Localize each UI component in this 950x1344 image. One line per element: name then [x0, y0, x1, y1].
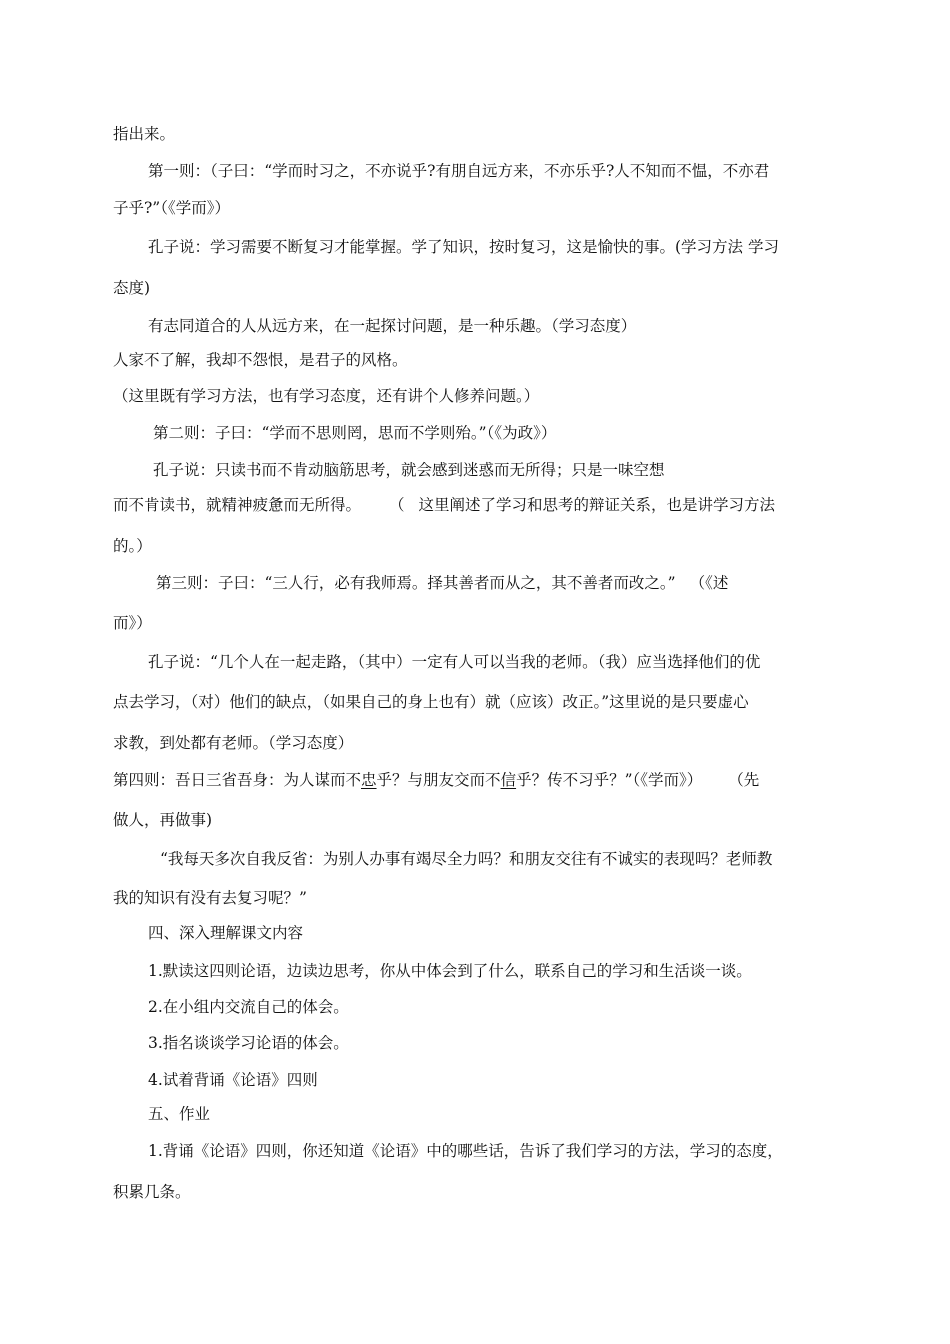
text-line: 态度) — [113, 279, 151, 297]
text-segment: 这里阐述了学习和思考的辩证关系，也是讲学习方法 — [418, 496, 776, 514]
text-line: 孔子说：“几个人在一起走路，（其中）一定有人可以当我的老师。（我）应当选择他们的优 — [148, 653, 761, 671]
text-line: 指出来。 — [113, 125, 176, 143]
text-line — [113, 495, 775, 515]
text-segment: 乎？与朋友交而不 — [376, 771, 501, 789]
text-line: 孔子说：只读书而不肯动脑筋思考，就会感到迷惑而无所得；只是一味空想 — [153, 461, 665, 479]
text-line: 求教，到处都有老师。（学习态度） — [113, 734, 354, 752]
text-line: （这里既有学习方法，也有学习态度，还有讲个人修养问题。） — [113, 387, 540, 405]
text-line: 点去学习，（对）他们的缺点，（如果自己的身上也有）就（应该）改正。”这里说的是只要虚心 — [113, 693, 749, 711]
list-item: 2.在小组内交流自己的体会。 — [148, 998, 349, 1016]
text-line — [113, 770, 759, 790]
text-segment: 乎？传不习乎？”（《学而》） — [516, 771, 703, 789]
text-line: 第二则：子曰：“学而不思则罔，思而不学则殆。”（《为政》） — [153, 424, 557, 442]
section-heading: 五、作业 — [148, 1105, 211, 1123]
underlined-word: 忠 — [361, 771, 377, 789]
text-segment: （《述 — [689, 574, 729, 592]
text-line: 我的知识有没有去复习呢？” — [113, 889, 307, 907]
text-line: “我每天多次自我反省：为别人办事有竭尽全力吗？和朋友交往有不诚实的表现吗？老师教 — [160, 850, 773, 868]
text-line: 积累几条。 — [113, 1183, 191, 1201]
text-line: 人家不了解，我却不怨恨，是君子的风格。 — [113, 351, 408, 369]
text-segment: 第三则：子曰：“三人行，必有我师焉。择其善者而从之，其不善者而改之。” — [156, 574, 676, 592]
text-line: 做人，再做事) — [113, 811, 213, 829]
text-line: 第一则：（子曰：“学而时习之，不亦说乎?有朋自远方来，不亦乐乎?人不知而不愠，不亦君 — [148, 162, 770, 180]
text-segment: 第四则：吾日三省吾身：为人谋而不 — [113, 771, 362, 789]
list-item: 4.试着背诵《论语》四则 — [148, 1071, 318, 1089]
text-segment: （先 — [728, 771, 760, 789]
text-line: 孔子说：学习需要不断复习才能掌握。学了知识，按时复习，这是愉快的事。(学习方法 学习 — [148, 238, 779, 256]
text-line: 而》） — [113, 614, 152, 632]
list-item: 1.背诵《论语》四则，你还知道《论语》中的哪些话，告诉了我们学习的方法，学习的态度， — [148, 1142, 783, 1160]
text-line — [156, 573, 728, 593]
text-segment: （ — [389, 496, 405, 514]
text-line: 子乎?”（《学而》） — [113, 199, 230, 217]
section-heading: 四、深入理解课文内容 — [148, 924, 304, 942]
text-segment: 而不肯读书，就精神疲惫而无所得。 — [113, 496, 362, 514]
list-item: 1.默读这四则论语，边读边思考，你从中体会到了什么，联系自己的学习和生活谈一谈。 — [148, 962, 752, 980]
text-line: 有志同道合的人从远方来，在一起探讨问题，是一种乐趣。（学习态度） — [148, 317, 637, 335]
text-line: 的。） — [113, 537, 152, 555]
underlined-word: 信 — [500, 771, 517, 789]
list-item: 3.指名谈谈学习论语的体会。 — [148, 1034, 349, 1052]
